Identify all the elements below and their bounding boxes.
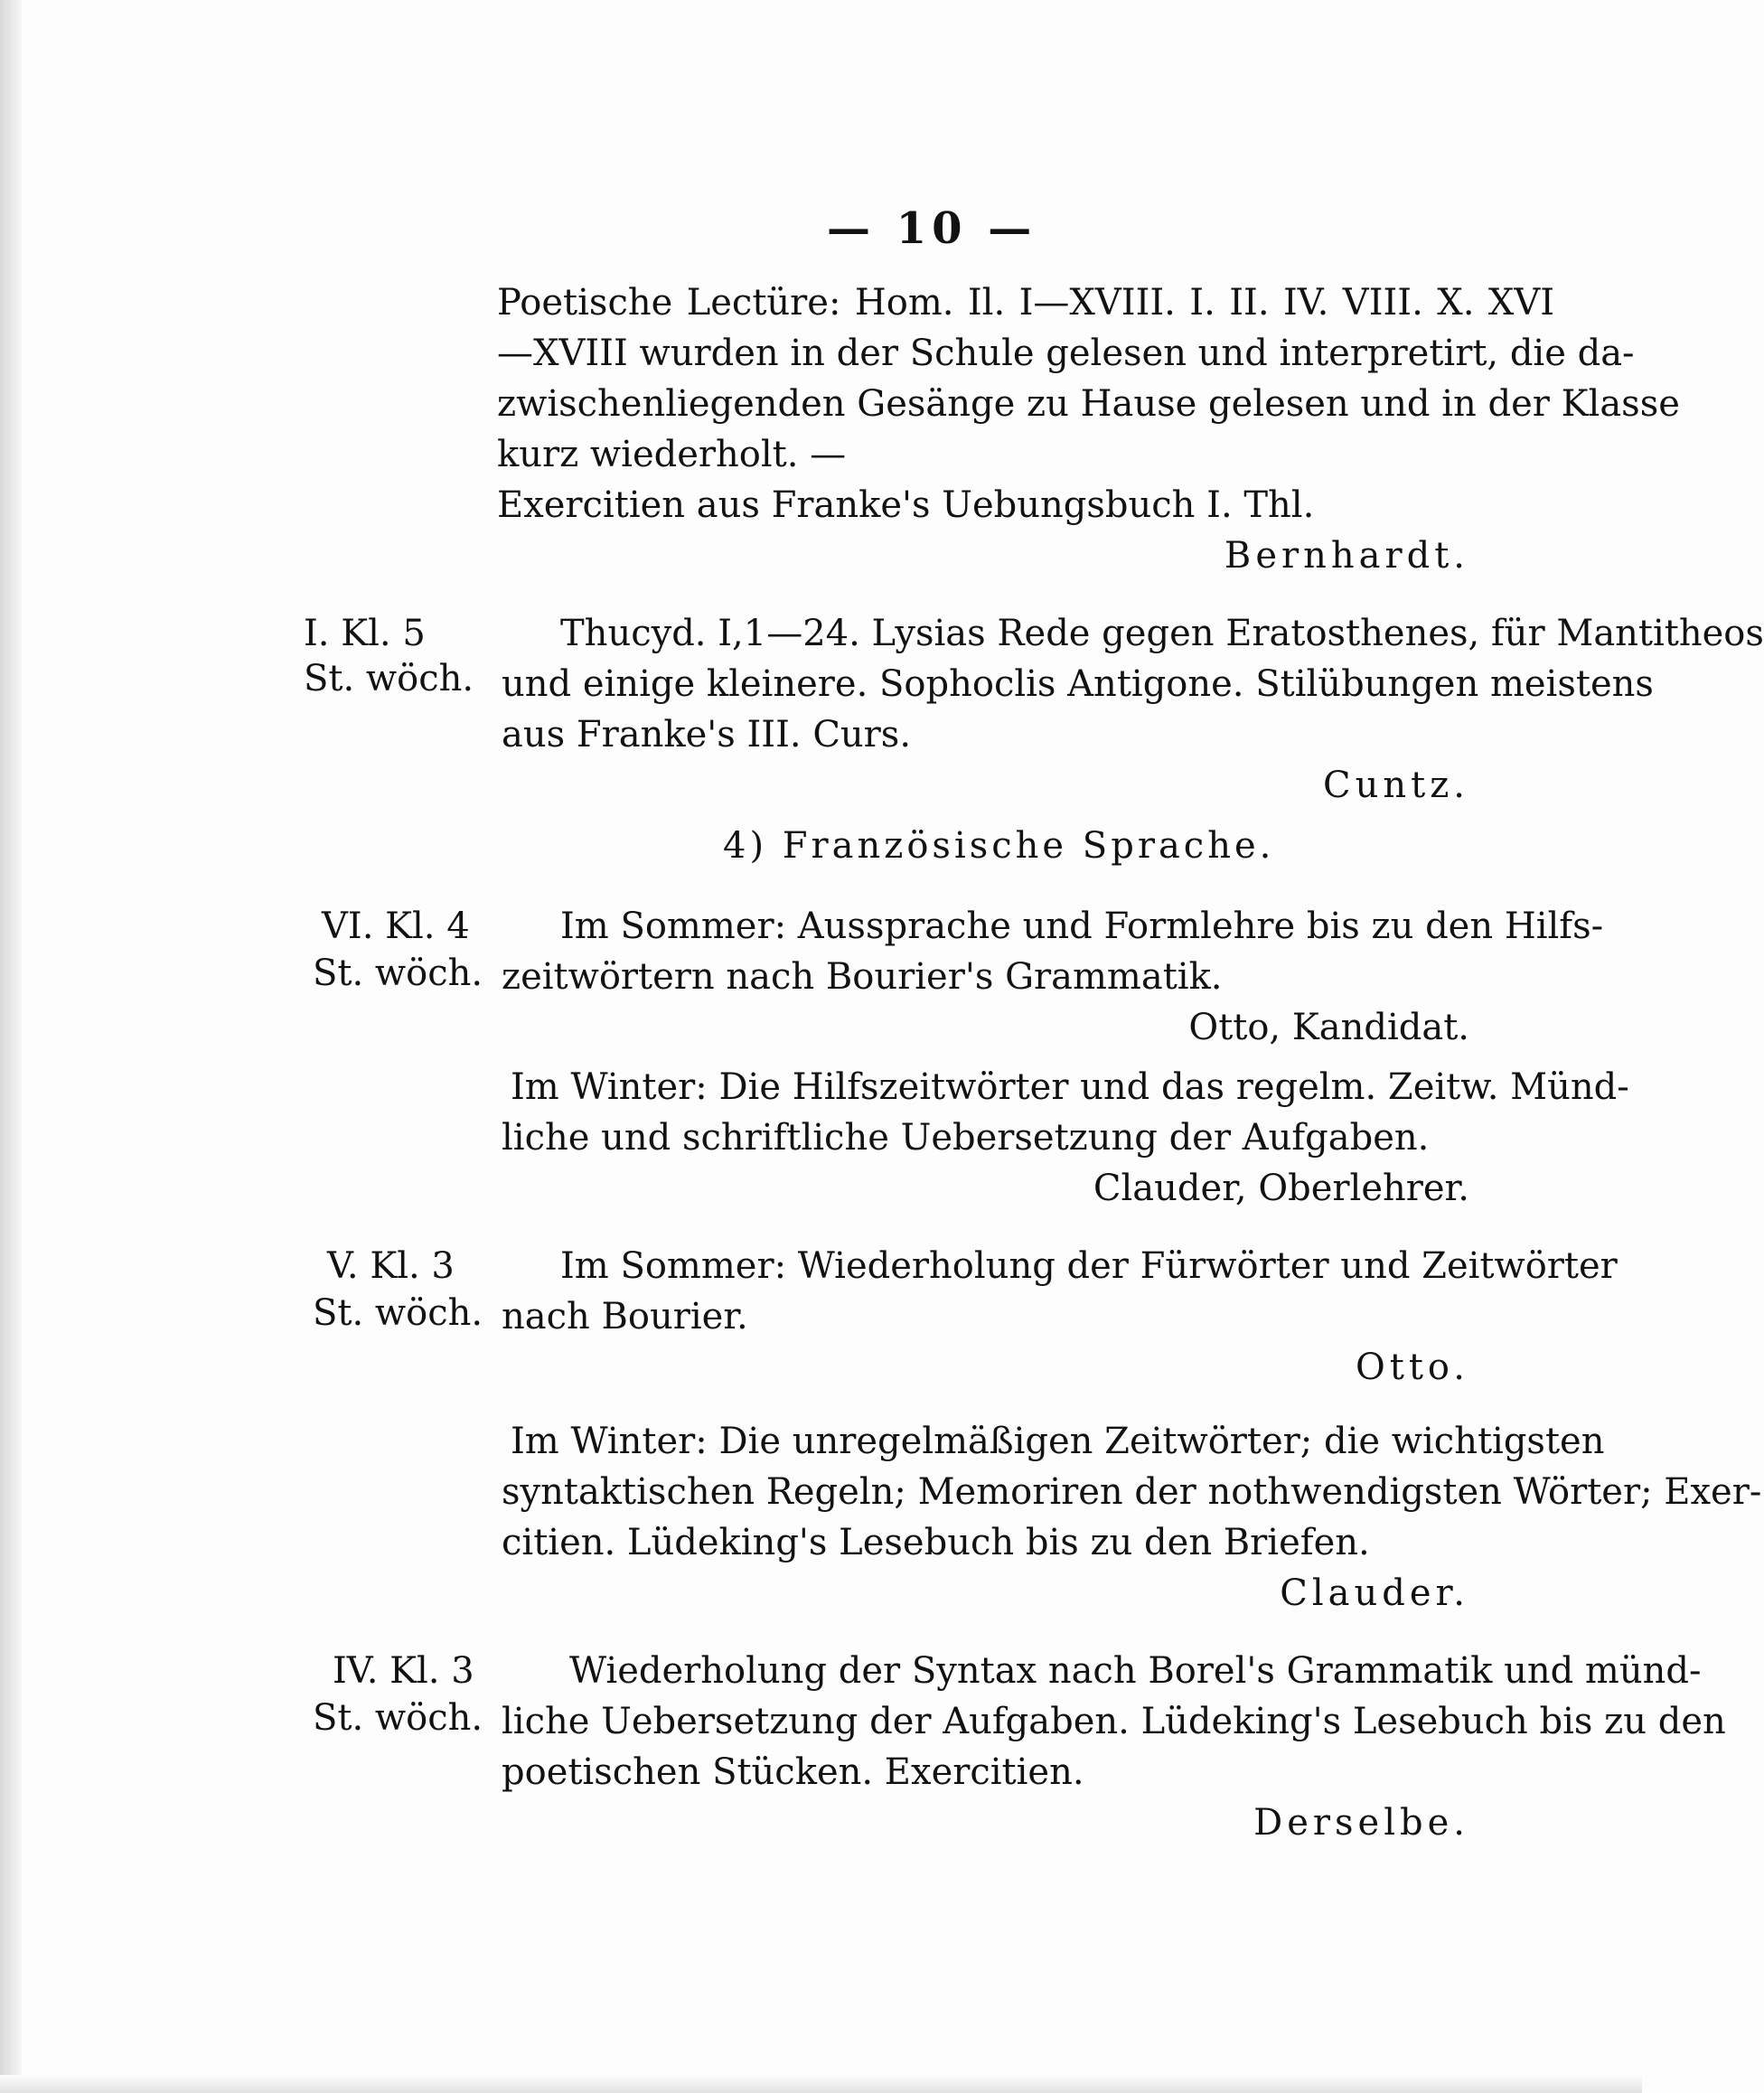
hours-label: St. wöch. xyxy=(313,1697,483,1739)
hours-label: St. wöch. xyxy=(313,1292,483,1334)
text-line: Exercitien aus Franke's Uebungsbuch I. Thl. xyxy=(497,484,1315,526)
text-line: Im Sommer: Aussprache und Formlehre bis zu den Hilfs- xyxy=(560,906,1604,947)
class-label: I. Kl. 5 xyxy=(304,613,426,654)
teacher-signature: Clauder, Oberlehrer. xyxy=(1093,1168,1469,1209)
text-line: und einige kleinere. Sophoclis Antigone. Stilübungen meistens xyxy=(502,663,1654,705)
teacher-signature: Bernhardt. xyxy=(1224,535,1469,577)
teacher-signature: Otto, Kandidat. xyxy=(1188,1007,1469,1048)
text-line: liche Uebersetzung der Aufgaben. Lüdeking's Lesebuch bis zu den xyxy=(502,1701,1726,1742)
page-number: — 10 — xyxy=(827,203,1037,254)
text-line: Wiederholung der Syntax nach Borel's Grammatik und münd- xyxy=(569,1650,1702,1692)
teacher-signature: Cuntz. xyxy=(1323,765,1469,806)
section-heading: 4) Französische Sprache. xyxy=(723,825,1275,867)
class-label: V. Kl. 3 xyxy=(327,1245,455,1287)
text-line: poetischen Stücken. Exercitien. xyxy=(502,1751,1084,1793)
teacher-signature: Derselbe. xyxy=(1253,1802,1469,1844)
page-edge-shadow xyxy=(0,0,22,2093)
text-line: Im Winter: Die unregelmäßigen Zeitwörter; die wichtigsten xyxy=(511,1421,1605,1462)
class-label: VI. Kl. 4 xyxy=(322,906,470,947)
text-line: kurz wiederholt. — xyxy=(497,434,847,475)
hours-label: St. wöch. xyxy=(313,953,483,994)
hours-label: St. wöch. xyxy=(304,658,474,699)
page-bottom-edge xyxy=(0,2075,1642,2093)
text-line: aus Franke's III. Curs. xyxy=(502,714,912,756)
text-line: Im Winter: Die Hilfszeitwörter und das regelm. Zeitw. Münd- xyxy=(511,1066,1629,1108)
text-line: nach Bourier. xyxy=(502,1296,748,1337)
teacher-signature: Clauder. xyxy=(1280,1572,1469,1614)
class-label: IV. Kl. 3 xyxy=(333,1650,474,1692)
text-line: liche und schriftliche Uebersetzung der Aufgaben. xyxy=(502,1117,1430,1159)
text-line: zeitwörtern nach Bourier's Grammatik. xyxy=(502,956,1223,998)
text-line: Im Sommer: Wiederholung der Fürwörter und Zeitwörter xyxy=(560,1245,1618,1287)
text-line: Thucyd. I,1—24. Lysias Rede gegen Eratosthenes, für Mantitheos xyxy=(560,613,1764,654)
text-line: syntaktischen Regeln; Memoriren der nothwendigsten Wörter; Exer- xyxy=(502,1471,1762,1513)
text-line: citien. Lüdeking's Lesebuch bis zu den Briefen. xyxy=(502,1522,1370,1563)
text-line: Poetische Lectüre: Hom. Il. I—XVIII. I. II. IV. VIII. X. XVI xyxy=(497,282,1554,324)
text-line: —XVIII wurden in der Schule gelesen und interpretirt, die da- xyxy=(497,333,1635,374)
text-line: zwischenliegenden Gesänge zu Hause gelesen und in der Klasse xyxy=(497,383,1680,425)
teacher-signature: Otto. xyxy=(1355,1347,1469,1388)
